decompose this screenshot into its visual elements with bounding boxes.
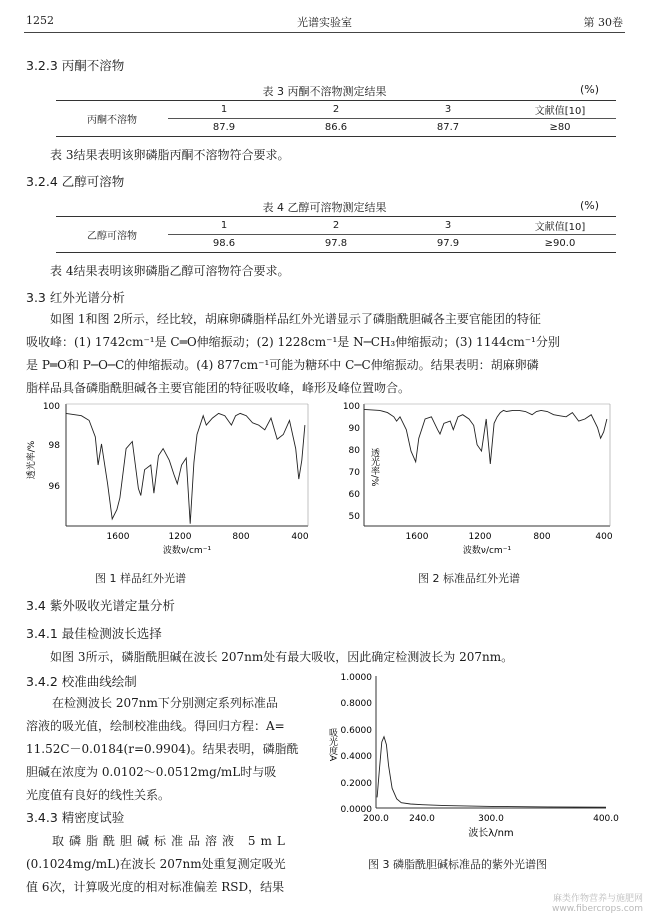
table4-col: 文献值[10] — [504, 217, 616, 235]
table3-caption: 表 3 丙酮不溶物测定结果 — [262, 85, 387, 98]
page-number: 1252 — [26, 14, 54, 27]
figure-1-ir-spectrum — [20, 398, 320, 558]
fig1-x-axis-label: 波数ν/cm⁻¹ — [162, 546, 212, 556]
section-heading-3-4: 3.4 紫外吸收光谱定量分析 — [26, 598, 175, 613]
watermark-line-2: www.fibercrops.com — [552, 904, 643, 914]
ir-analysis-paragraph — [26, 308, 626, 400]
fig3-y-tick-label: 1.0000 — [340, 673, 372, 683]
figure-3-caption: 图 3 磷脂酰胆碱标准品的紫外光谱图 — [368, 858, 547, 871]
fig3-plot-frame — [376, 676, 606, 808]
fig1-x-tick-label: 400 — [291, 532, 309, 542]
fig2-y-tick-label: 60 — [348, 490, 360, 500]
fig3-x-tick-label: 200.0 — [363, 814, 389, 824]
fig2-y-tick-label: 100 — [342, 402, 360, 412]
fig3-y-tick-label: 0.8000 — [340, 699, 372, 709]
figure-1-caption: 图 1 样品红外光谱 — [95, 572, 186, 585]
fig3-x-tick-label: 300.0 — [478, 814, 504, 824]
table3-cell: 87.7 — [436, 122, 460, 133]
fig2-y-tick-label: 70 — [348, 468, 360, 478]
fig2-x-tick-label: 1200 — [468, 532, 492, 542]
precision-paragraph — [26, 830, 336, 899]
fig2-x-axis-label: 波数ν/cm⁻¹ — [462, 546, 512, 556]
watermark-text — [552, 891, 643, 914]
header-rule — [24, 32, 625, 33]
table3 — [56, 100, 616, 137]
table4-cell: 98.6 — [212, 238, 236, 249]
section-heading-3-2-4: 3.2.4 乙醇可溶物 — [26, 174, 125, 189]
section-heading-3-3: 3.3 红外光谱分析 — [26, 290, 125, 305]
table3-cell: ≥80 — [549, 122, 571, 133]
fig3-y-tick-label: 0.2000 — [340, 779, 372, 789]
fig2-plot-frame — [364, 404, 610, 526]
watermark-line-1: 麻类作物营养与施肥网 — [552, 894, 643, 904]
paragraph-line: 脂样品具备磷脂酰胆碱各主要官能团的特征吸收峰，峰形及峰位置吻合。 — [26, 381, 411, 395]
fig1-x-tick-label: 1600 — [106, 532, 130, 542]
fig1-spectrum-line — [66, 413, 305, 523]
paragraph-line: 取磷脂酰胆碱标准品溶液 5mL — [52, 834, 290, 848]
fig2-x-tick-label: 800 — [533, 532, 551, 542]
table3-col: 文献值[10] — [504, 101, 616, 119]
fig3-x-tick-label: 400.0 — [593, 814, 619, 824]
fig3-spectrum-line — [377, 737, 606, 808]
calibration-paragraph — [26, 692, 336, 807]
table3-col: 1 — [168, 101, 280, 119]
table4-unit: (%) — [580, 199, 600, 212]
table4-cell: 97.9 — [436, 238, 460, 249]
fig3-x-axis-label: 波长λ/nm — [468, 828, 514, 839]
table4-col: 1 — [168, 217, 280, 235]
paragraph-line: 光度值有良好的线性关系。 — [26, 788, 171, 802]
figure-2-ir-spectrum — [330, 398, 630, 558]
fig2-y-axis-label: 透光率/% — [369, 448, 379, 487]
paragraph-line: 如图 1和图 2所示，经比较，胡麻卵磷脂样品红外光谱显示了磷脂酰胆碱各主要官能团的特征 — [50, 312, 541, 326]
table4 — [56, 216, 616, 253]
section-heading-3-4-2: 3.4.2 校准曲线绘制 — [26, 674, 137, 689]
fig1-y-tick-label: 100 — [42, 402, 60, 412]
fig2-y-tick-label: 90 — [348, 424, 360, 434]
fig2-spectrum-line — [364, 409, 607, 464]
table4-cell: 97.8 — [324, 238, 348, 249]
table4-caption: 表 4 乙醇可溶物测定结果 — [262, 201, 387, 214]
figure-2-caption: 图 2 标准品红外光谱 — [418, 572, 520, 585]
fig1-y-axis-label: 透光率/% — [27, 440, 37, 480]
table3-conclusion: 表 3结果表明该卵磷脂丙酮不溶物符合要求。 — [50, 148, 290, 162]
paragraph-line: 11.52C－0.0184(r=0.9904)。结果表明，磷脂酰 — [26, 742, 299, 756]
fig2-x-tick-label: 1600 — [405, 532, 429, 542]
fig3-y-tick-label: 0.0000 — [340, 805, 372, 815]
table3-col: 3 — [392, 101, 504, 119]
paragraph-line: 胆碱在浓度为 0.0102～0.0512mg/mL时与吸 — [26, 765, 277, 779]
table3-col: 2 — [280, 101, 392, 119]
fig3-y-tick-label: 0.4000 — [340, 752, 372, 762]
table4-conclusion: 表 4结果表明该卵磷脂乙醇可溶物符合要求。 — [50, 264, 290, 278]
paragraph-line: 溶液的吸光值，绘制校准曲线。得回归方程：A= — [26, 719, 285, 733]
fig1-y-tick-label: 98 — [48, 441, 60, 451]
wavelength-selection-text: 如图 3所示，磷脂酰胆碱在波长 207nm处有最大吸收，因此确定检测波长为 207nm。 — [50, 650, 514, 664]
fig3-y-tick-label: 0.6000 — [340, 726, 372, 736]
fig2-x-tick-label: 400 — [595, 532, 613, 542]
table4-col: 2 — [280, 217, 392, 235]
table4-row-label: 乙醇可溶物 — [87, 231, 137, 242]
paragraph-line: 吸收峰：(1) 1742cm⁻¹是 C═O伸缩振动；(2) 1228cm⁻¹是 N─CH₃伸缩振动；(3) 1144cm⁻¹分别 — [26, 335, 560, 349]
table3-row-label: 丙酮不溶物 — [87, 115, 137, 126]
section-heading-3-4-1: 3.4.1 最佳检测波长选择 — [26, 626, 162, 641]
volume-label: 第 30卷 — [583, 16, 623, 29]
section-heading-3-2-3: 3.2.3 丙酮不溶物 — [26, 58, 125, 73]
fig2-y-tick-label: 80 — [348, 446, 360, 456]
table4-col: 3 — [392, 217, 504, 235]
table3-cell: 87.9 — [212, 122, 236, 133]
paragraph-line: 是 P═O和 P─O─C的伸缩振动。(4) 877cm⁻¹可能为糖环中 C─C伸缩振动。结果表明：胡麻卵磷 — [26, 358, 539, 372]
fig3-x-tick-label: 240.0 — [409, 814, 435, 824]
paragraph-line: (0.1024mg/mL)在波长 207nm处重复测定吸光 — [26, 857, 286, 871]
fig1-y-tick-label: 96 — [48, 482, 60, 492]
paragraph-line: 值 6次，计算吸光度的相对标准偏差 RSD，结果 — [26, 880, 285, 894]
fig2-y-tick-label: 50 — [348, 512, 360, 522]
table4-cell: ≥90.0 — [544, 238, 576, 249]
table3-unit: (%) — [580, 83, 600, 96]
journal-name: 光谱实验室 — [297, 16, 352, 29]
paragraph-line: 在检测波长 207nm下分别测定系列标准品 — [52, 696, 278, 710]
section-heading-3-4-3: 3.4.3 精密度试验 — [26, 810, 125, 825]
fig1-x-tick-label: 800 — [232, 532, 250, 542]
figure-3-uv-spectrum — [327, 668, 632, 846]
table3-cell: 86.6 — [324, 122, 348, 133]
fig3-y-axis-label: 吸光度A — [327, 728, 337, 762]
fig1-x-tick-label: 1200 — [168, 532, 192, 542]
